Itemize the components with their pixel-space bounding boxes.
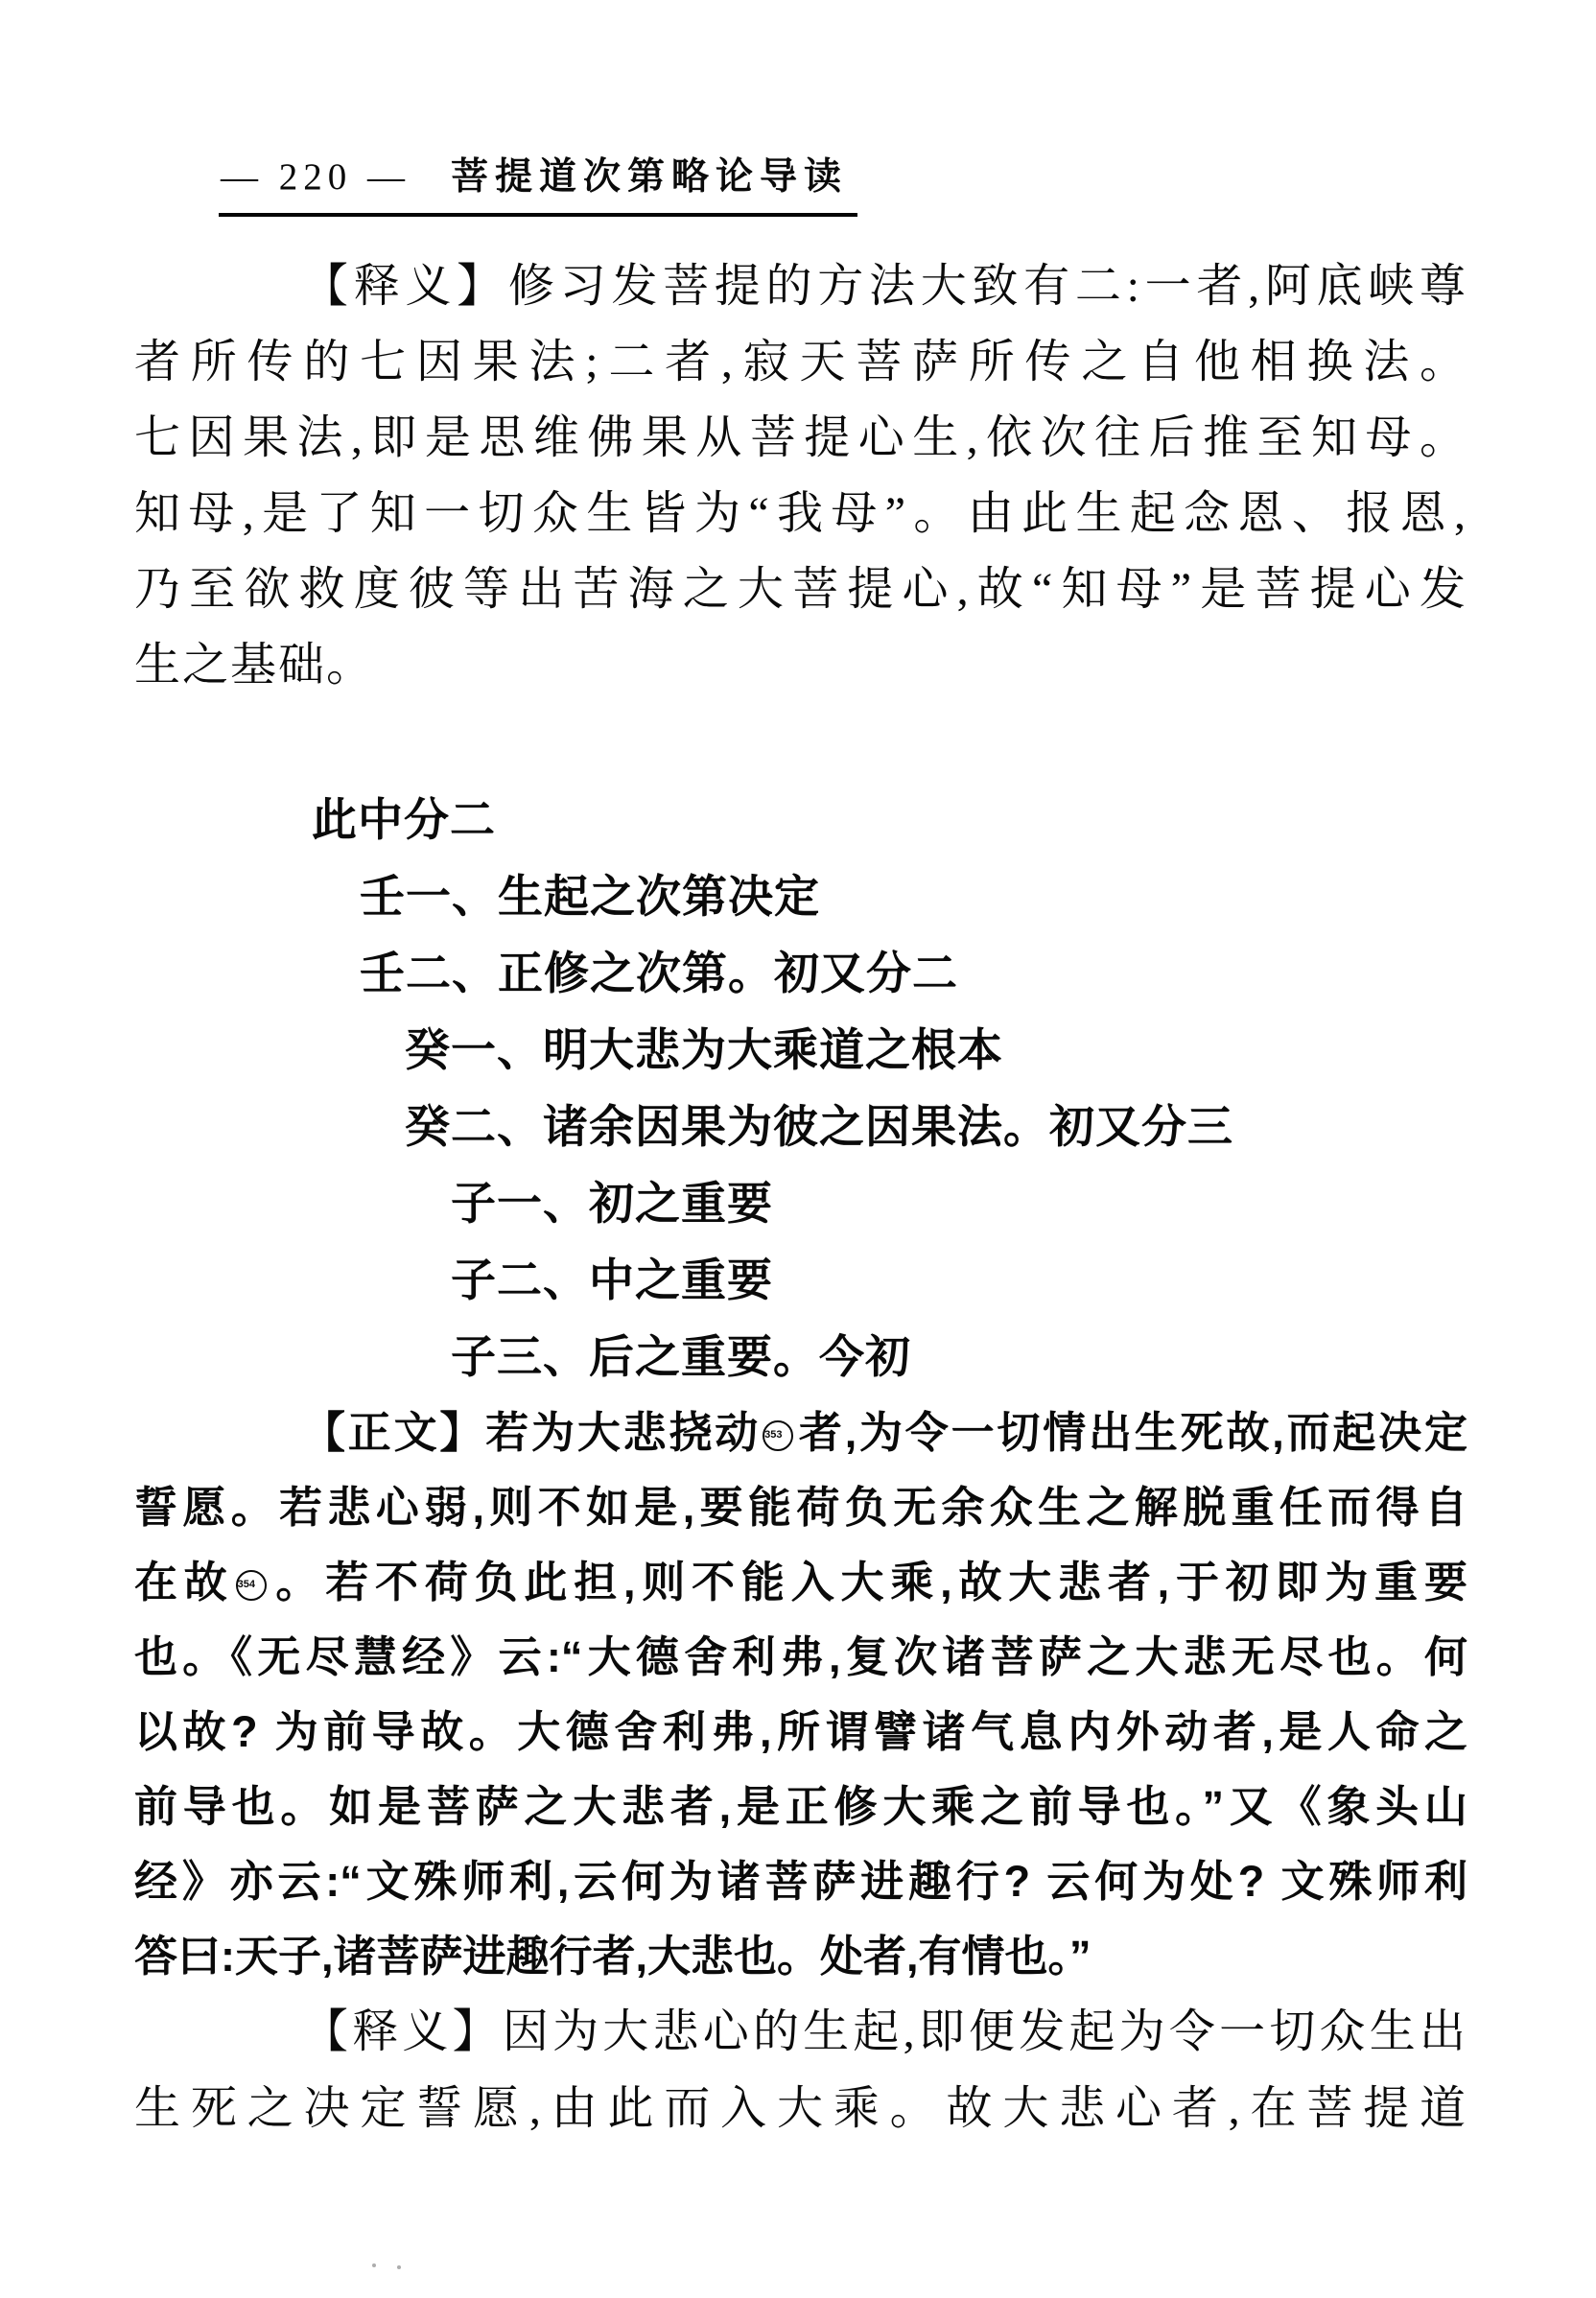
zhengwen-text: 者,为令一切情出生死故,而起决定	[796, 1408, 1467, 1457]
outline-item: 癸二、诸余因果为彼之因果法。初又分三	[405, 1101, 1233, 1152]
outline-item: 子一、初之重要	[451, 1178, 773, 1229]
text-line: 生之基础。	[134, 640, 375, 691]
running-head	[219, 153, 857, 217]
text-line: 者所传的七因果法;二者,寂天菩萨所传之自他相换法。	[134, 337, 1467, 387]
scan-artifact-dots	[372, 2263, 376, 2267]
outline-item: 子三、后之重要。今初	[451, 1331, 911, 1382]
text-line: 答曰:天子,诸菩萨进趣行者,大悲也。处者,有情也。”	[134, 1932, 1091, 1981]
paragraph-zhengwen	[134, 1395, 1467, 1994]
book-title: 菩提道次第略论导读	[451, 156, 849, 198]
text-line: 乃至欲救度彼等出苦海之大菩提心,故“知母”是菩提心发	[134, 564, 1467, 615]
footnote-marker: 354	[236, 1570, 267, 1601]
text-line: 也。《无尽慧经》云:“大德舍利弗,复次诸菩萨之大悲无尽也。何	[134, 1632, 1467, 1681]
text-column	[134, 248, 1467, 2147]
text-line	[134, 1395, 1467, 1470]
outline-section	[134, 782, 1467, 1395]
text-line	[134, 1545, 1467, 1620]
zhengwen-text: 在故	[134, 1558, 234, 1606]
text-line: 前导也。如是菩萨之大悲者,是正修大乘之前导也。”又《象头山	[134, 1782, 1467, 1831]
text-line: 经》亦云:“文殊师利,云何为诸菩萨进趣行? 云何为处? 文殊师利	[134, 1857, 1467, 1906]
zhengwen-text: 。若不荷负此担,则不能入大乘,故大悲者,于初即为重要	[269, 1558, 1467, 1606]
outline-item: 壬二、正修之次第。初又分二	[360, 948, 958, 998]
outline-item: 癸一、明大悲为大乘道之根本	[405, 1024, 1003, 1075]
text-line: 【释义】修习发菩提的方法大致有二:一者,阿底峡尊	[302, 261, 1467, 312]
text-line: 以故? 为前导故。大德舍利弗,所谓譬诸气息内外动者,是人命之	[134, 1707, 1467, 1756]
outline-item: 子二、中之重要	[451, 1255, 773, 1305]
text-line: 知母,是了知一切众生皆为“我母”。由此生起念恩、报恩,	[134, 488, 1467, 539]
paragraph-shiyi-1	[134, 248, 1467, 703]
outline-intro: 此中分二	[312, 794, 496, 845]
text-line: 【释义】因为大悲心的生起,即便发起为令一切众生出	[302, 2006, 1467, 2057]
footnote-marker: 353	[763, 1420, 793, 1451]
paragraph-shiyi-2	[134, 1994, 1467, 2147]
text-line: 誓愿。若悲心弱,则不如是,要能荷负无余众生之解脱重任而得自	[134, 1483, 1467, 1532]
zhengwen-text: 【正文】若为大悲挠动	[302, 1408, 762, 1457]
page-number: — 220 —	[221, 156, 411, 198]
text-line: 七因果法,即是思维佛果从菩提心生,依次往后推至知母。	[134, 412, 1467, 463]
text-line: 生死之决定誓愿,由此而入大乘。故大悲心者,在菩提道	[134, 2083, 1467, 2134]
outline-item: 壬一、生起之次第决定	[360, 871, 820, 922]
